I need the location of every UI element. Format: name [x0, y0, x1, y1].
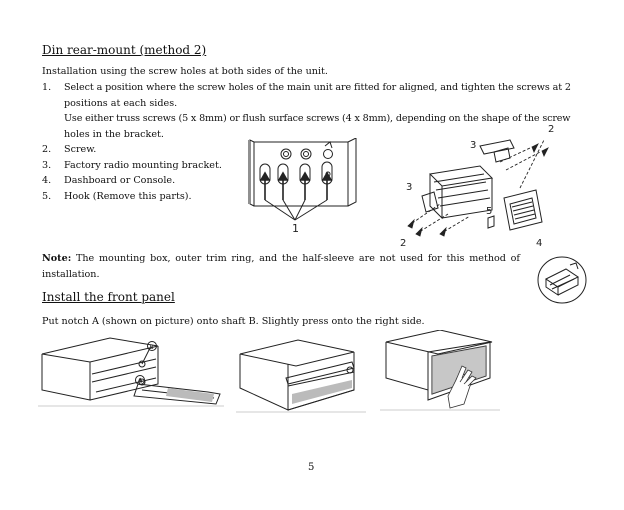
front-panel-instruction: Put notch A (shown on picture) onto shaft B. Slightly press onto the right side.	[42, 316, 425, 327]
figure-label-4: 4	[536, 238, 543, 249]
figure-label-1: 1	[292, 222, 299, 235]
item-number: 2.	[42, 144, 52, 155]
item-list	[42, 142, 242, 204]
hook-part	[488, 216, 494, 228]
exploded-assembly-figure	[400, 122, 560, 250]
item-3-text: Factory radio mounting bracket.	[64, 159, 222, 171]
item-number: 4.	[42, 175, 52, 186]
figure-label-3-left: 3	[406, 182, 413, 193]
item-3	[42, 158, 242, 174]
figure-label-5: 5	[486, 206, 493, 217]
bracket-side	[348, 138, 356, 206]
figure-label-2-top: 2	[548, 124, 555, 135]
front-panel-step-2-figure	[236, 334, 366, 414]
bracket-plate	[254, 142, 348, 206]
note-paragraph	[42, 251, 520, 282]
intro-paragraph: Installation using the screw holes at both sides of the unit.	[42, 66, 328, 77]
label-b: B	[149, 344, 154, 351]
item-2	[42, 142, 242, 158]
item-1-line-1: Select a position where the screw holes of the main unit are fitted for aligned, and tighten the screws at 2	[64, 82, 571, 93]
item-1-line-3: Use either truss screws (5 x 8mm) or flush surface screws (4 x 8mm), depending on the shape of the screw	[64, 113, 571, 124]
front-panel-step-3-figure	[380, 330, 500, 412]
note-label: Note:	[42, 253, 72, 264]
item-5-text: Hook (Remove this parts).	[64, 190, 192, 202]
section-heading-install-front-panel: Install the front panel	[42, 290, 175, 304]
item-4-text: Dashboard or Console.	[64, 175, 176, 186]
bracket-screw-holes-figure	[248, 138, 364, 236]
page-number: 5	[308, 462, 315, 473]
screw-hole	[301, 149, 311, 159]
figure-label-3-top: 3	[470, 140, 477, 151]
screw-hole	[324, 150, 333, 159]
item-1-line-4: holes in the bracket.	[64, 128, 164, 140]
label-a: A	[137, 378, 142, 385]
item-4	[42, 173, 242, 189]
item-number: 1.	[42, 82, 52, 93]
item-number: 5.	[42, 190, 52, 202]
note-text: The mounting box, outer trim ring, and the half-sleeve are not used for this method of installation.	[42, 253, 520, 280]
figure-label-2-bottom: 2	[400, 238, 407, 249]
item-number: 3.	[42, 159, 52, 171]
inset-detail-figure	[536, 255, 588, 305]
dashboard-frame	[504, 190, 542, 230]
item-1-line-2: positions at each sides.	[64, 97, 178, 109]
item-5	[42, 189, 242, 205]
front-panel-step-1-figure	[38, 334, 224, 410]
item-2-text: Screw.	[64, 144, 97, 155]
screw-hole	[281, 149, 291, 159]
section-heading-din-rear-mount: Din rear-mount (method 2)	[42, 43, 207, 57]
